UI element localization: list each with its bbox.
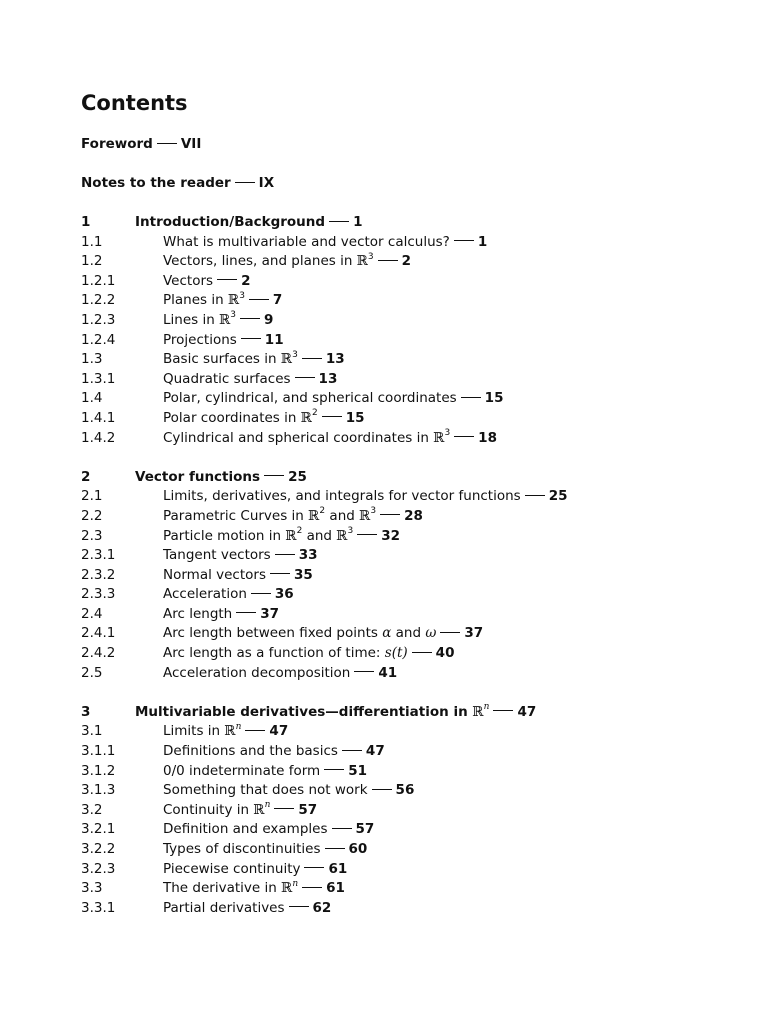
leader-dash (241, 338, 261, 339)
entry-title: Acceleration 36 (163, 586, 294, 603)
section-number: 1.2.4 (81, 331, 116, 348)
entry-title: Limits, derivatives, and integrals for vector functions 25 (163, 488, 568, 505)
leader-dash (217, 279, 237, 280)
toc-entry-foreword[interactable] (81, 135, 201, 155)
toc-section[interactable] (81, 507, 761, 527)
entry-title: The derivative in ℝ$^n$ 61 (163, 878, 345, 897)
page-number: IX (258, 175, 275, 191)
section-number: 3.3 (81, 880, 103, 897)
toc-section[interactable] (81, 331, 761, 351)
page-number: 7 (272, 292, 283, 309)
leader-dash (264, 475, 284, 476)
leader-dash (357, 534, 377, 535)
page-number: 61 (326, 880, 345, 897)
section-number: 3.1 (81, 723, 103, 740)
page-number: 25 (288, 468, 307, 485)
entry-title: Definitions and the basics 47 (163, 743, 385, 760)
toc-section[interactable] (81, 370, 761, 390)
leader-dash (324, 769, 344, 770)
toc-chapter[interactable] (81, 468, 761, 488)
page-number: 51 (348, 762, 368, 779)
leader-dash (270, 573, 290, 574)
toc-section[interactable] (81, 605, 761, 625)
toc-section[interactable] (81, 664, 761, 684)
toc-section[interactable] (81, 722, 761, 742)
toc-section[interactable] (81, 840, 761, 860)
leader-dash (332, 828, 352, 829)
section-number: 1.2.2 (81, 292, 116, 309)
section-number: 2.3.2 (81, 566, 116, 583)
page-number: 47 (517, 703, 537, 720)
page-number: 1 (353, 214, 363, 230)
page-number: 57 (355, 821, 375, 838)
page-number: 13 (325, 351, 345, 368)
page-number: 62 (312, 899, 332, 916)
leader-dash (240, 318, 260, 319)
toc-section[interactable] (81, 899, 761, 919)
section-number: 1.4.1 (81, 409, 116, 426)
section-number: 2.5 (81, 664, 103, 681)
leader-dash (235, 182, 255, 183)
page-number: 28 (404, 507, 423, 524)
toc-section[interactable] (81, 272, 761, 292)
page-number: 9 (264, 311, 274, 328)
section-number: 3.1.3 (81, 782, 116, 799)
page-number: 15 (345, 409, 365, 426)
entry-title: What is multivariable and vector calculus? 1 (163, 233, 488, 250)
page-number: 2 (401, 253, 412, 270)
entry-title: Arc length 37 (163, 605, 280, 622)
toc-section[interactable] (81, 781, 761, 801)
section-number: 1.4.2 (81, 429, 116, 446)
page-number: 56 (395, 782, 415, 799)
entry-title: Limits in ℝ$^n$ 47 (163, 721, 289, 740)
toc-chapter[interactable] (81, 703, 761, 723)
entry-title: Normal vectors 35 (163, 566, 313, 583)
entry-title: Introduction/Background 1 (135, 214, 363, 230)
page-number: 57 (298, 801, 318, 818)
entry-title: Types of discontinuities 60 (163, 841, 368, 857)
entry-title: Continuity in ℝ$^n$ 57 (163, 800, 318, 818)
toc-chapter[interactable] (81, 213, 761, 233)
entry-title: Multivariable derivatives—differentiation in ℝ$^n$ 47 (135, 702, 537, 720)
page-title: Contents (81, 91, 188, 115)
entry-title: Arc length as a function of time: s(t) 40 (163, 645, 455, 662)
toc-section[interactable] (81, 820, 761, 840)
leader-dash (304, 867, 324, 868)
section-number: 2.1 (81, 488, 103, 505)
page-number: 15 (484, 390, 504, 407)
page-number: 35 (294, 566, 313, 583)
page-number: 33 (298, 547, 318, 564)
toc-section[interactable] (81, 801, 761, 821)
leader-dash (157, 143, 177, 144)
toc-section[interactable] (81, 742, 761, 762)
entry-title: Partial derivatives 62 (163, 899, 332, 916)
section-number: 1.4 (81, 390, 103, 407)
toc-section[interactable] (81, 409, 761, 429)
leader-dash (322, 416, 342, 417)
leader-dash (454, 436, 474, 437)
entry-title: Polar coordinates in ℝ$^2$ 15 (163, 408, 365, 426)
section-number: 1.3 (81, 351, 103, 368)
section-number: 1.1 (81, 233, 103, 250)
entry-title: Quadratic surfaces 13 (163, 370, 338, 387)
entry-title: Planes in ℝ$^3$ 7 (163, 290, 283, 309)
toc-section[interactable] (81, 624, 761, 644)
section-number: 2 (81, 468, 91, 485)
section-number: 2.2 (81, 507, 103, 524)
entry-title: Tangent vectors 33 (163, 547, 318, 564)
leader-dash (412, 652, 432, 653)
section-number: 1.3.1 (81, 370, 116, 387)
toc-section[interactable] (81, 585, 761, 605)
page-number: 2 (241, 272, 251, 289)
leader-dash (302, 358, 322, 359)
toc-section[interactable] (81, 860, 761, 880)
page-number: 13 (318, 370, 338, 387)
leader-dash (251, 593, 271, 594)
entry-title: Parametric Curves in ℝ$^2$ and ℝ$^3$ 28 (163, 506, 423, 524)
page-number: 25 (548, 488, 568, 505)
section-number: 3.1.1 (81, 743, 116, 760)
page-number: VII (180, 136, 202, 152)
toc-section[interactable] (81, 389, 761, 409)
page-number: 47 (269, 723, 289, 740)
page-number: 60 (348, 841, 368, 857)
toc-section[interactable] (81, 644, 761, 664)
leader-dash (461, 397, 481, 398)
leader-dash (493, 710, 513, 711)
page-number: 32 (381, 527, 401, 544)
page-number: 47 (365, 743, 385, 760)
page-number: 18 (478, 429, 497, 446)
entry-title: Notes to the reader (81, 175, 231, 191)
entry-title: Vectors, lines, and planes in ℝ$^3$ 2 (163, 251, 412, 270)
table-of-contents (81, 213, 761, 918)
page-number: 41 (378, 664, 398, 681)
section-number: 1.2.3 (81, 311, 116, 328)
toc-section[interactable] (81, 527, 761, 547)
toc-section[interactable] (81, 762, 761, 782)
entry-title: Arc length between fixed points α and ω 37 (163, 625, 484, 642)
leader-dash (274, 808, 294, 809)
page-number: 40 (435, 645, 455, 662)
entry-title: Vector functions 25 (135, 468, 307, 485)
toc-section[interactable] (81, 291, 761, 311)
section-number: 2.3.1 (81, 547, 116, 564)
entry-title: Particle motion in ℝ$^2$ and ℝ$^3$ 32 (163, 526, 401, 544)
leader-dash (275, 554, 295, 555)
section-number: 2.4 (81, 605, 103, 622)
leader-dash (372, 789, 392, 790)
leader-dash (245, 730, 265, 731)
leader-dash (329, 221, 349, 222)
page-number: 11 (264, 331, 284, 348)
section-number: 3.3.1 (81, 899, 116, 916)
leader-dash (302, 887, 322, 888)
section-number: 3.2.1 (81, 821, 116, 838)
section-number: 3 (81, 703, 91, 720)
leader-dash (440, 632, 460, 633)
page-number: 61 (328, 860, 348, 877)
leader-dash (525, 495, 545, 496)
entry-title: Vectors 2 (163, 272, 251, 289)
toc-section[interactable] (81, 233, 761, 253)
section-number: 1.2.1 (81, 272, 116, 289)
entry-title: Basic surfaces in ℝ$^3$ 13 (163, 349, 345, 368)
section-number: 2.3.3 (81, 586, 116, 603)
leader-dash (236, 612, 256, 613)
section-number: 1 (81, 214, 91, 230)
leader-dash (378, 260, 398, 261)
entry-title: Lines in ℝ$^3$ 9 (163, 310, 274, 328)
entry-title: Projections 11 (163, 331, 284, 348)
section-number: 1.2 (81, 253, 103, 270)
section-number: 3.2.3 (81, 860, 116, 877)
toc-section[interactable] (81, 546, 761, 566)
section-number: 3.2 (81, 801, 103, 818)
leader-dash (325, 848, 345, 849)
leader-dash (289, 906, 309, 907)
toc-section[interactable] (81, 487, 761, 507)
page-number: 37 (260, 605, 280, 622)
page-number: 37 (464, 625, 484, 642)
leader-dash (342, 750, 362, 751)
entry-title: Foreword (81, 136, 153, 152)
page-number: 36 (274, 586, 294, 603)
section-number: 2.3 (81, 527, 103, 544)
section-number: 3.2.2 (81, 841, 116, 857)
section-number: 3.1.2 (81, 762, 116, 779)
toc-section[interactable] (81, 311, 761, 331)
entry-title: Piecewise continuity 61 (163, 860, 348, 877)
leader-dash (295, 377, 315, 378)
entry-title: Polar, cylindrical, and spherical coordinates 15 (163, 390, 504, 407)
entry-title: 0/0 indeterminate form 51 (163, 762, 368, 779)
entry-title: Acceleration decomposition 41 (163, 664, 398, 681)
leader-dash (249, 299, 269, 300)
entry-title: Cylindrical and spherical coordinates in ℝ$^3$ 18 (163, 428, 497, 446)
section-number: 2.4.2 (81, 645, 116, 662)
toc-section[interactable] (81, 429, 761, 449)
toc-section[interactable] (81, 879, 761, 899)
toc-section[interactable] (81, 252, 761, 272)
entry-title: Definition and examples 57 (163, 821, 375, 838)
toc-section[interactable] (81, 566, 761, 586)
toc-entry-notes-to-reader[interactable] (81, 174, 274, 194)
page-number: 1 (477, 233, 488, 250)
section-number: 2.4.1 (81, 625, 116, 642)
leader-dash (380, 514, 400, 515)
entry-title: Something that does not work 56 (163, 782, 415, 799)
leader-dash (454, 240, 474, 241)
toc-section[interactable] (81, 350, 761, 370)
leader-dash (354, 671, 374, 672)
